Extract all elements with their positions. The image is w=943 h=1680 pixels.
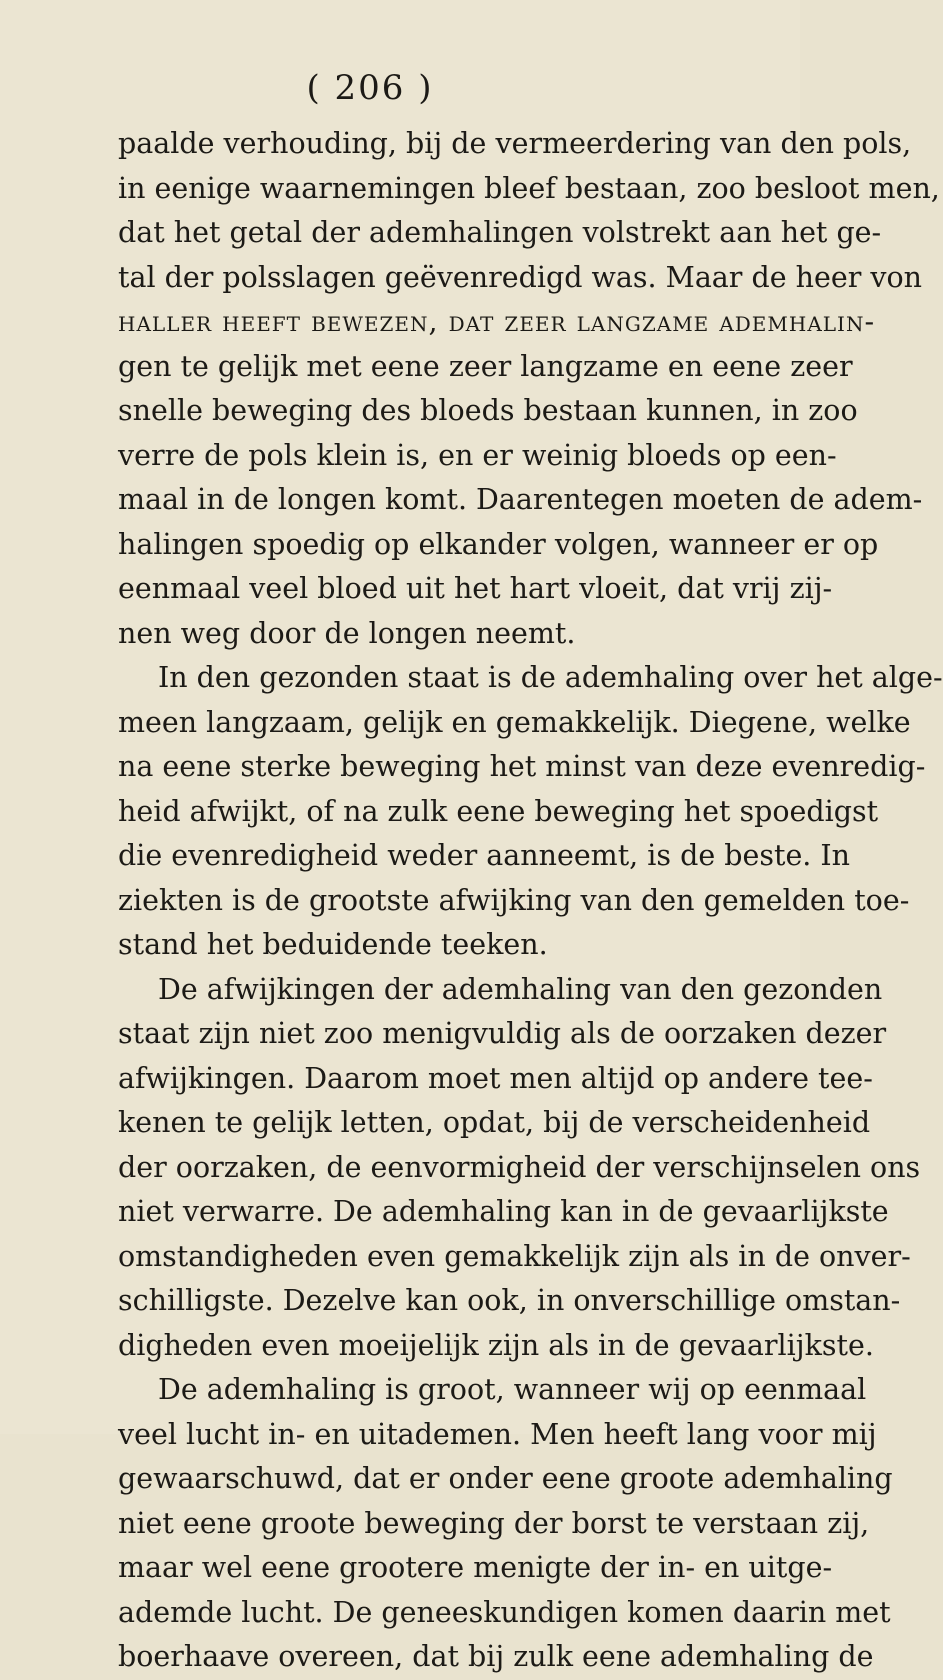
text-line: digheden even moeijelijk zijn als in de gevaarlijkste. <box>118 1328 874 1362</box>
text-line: haller heeft bewezen, dat zeer langzame ademhalin- <box>118 305 876 338</box>
text-line: meen langzaam, gelijk en gemakkelijk. Diegene, welke <box>118 705 911 739</box>
text-line: veel lucht in- en uitademen. Men heeft lang voor mij <box>118 1417 877 1451</box>
text-line: na eene sterke beweging het minst van deze evenredig- <box>118 750 926 783</box>
text-line: maar wel eene grootere menigte der in- en uitge- <box>118 1551 833 1584</box>
text-line: eenmaal veel bloed uit het hart vloeit, dat vrij zij- <box>118 572 833 605</box>
text-line: paalde verhouding, bij de vermeerdering van den pols, <box>118 127 912 160</box>
text-line: stand het beduidende teeken. <box>118 928 548 961</box>
text-line: In den gezonden staat is de ademhaling over het alge- <box>158 661 943 694</box>
text-line: heid afwijkt, of na zulk eene beweging het spoedigst <box>118 794 879 828</box>
text-line: dat het getal der ademhalingen volstrekt aan het ge- <box>118 216 882 249</box>
text-line: boerhaave overeen, dat bij zulk eene ademhaling de <box>118 1640 874 1673</box>
text-line: ademde lucht. De geneeskundigen komen daarin met <box>118 1595 891 1629</box>
text-line: staat zijn niet zoo menigvuldig als de oorzaken dezer <box>118 1017 887 1050</box>
text-line: niet verwarre. De ademhaling kan in de gevaarlijkste <box>118 1195 889 1228</box>
text-line: verre de pols klein is, en er weinig bloeds op een- <box>118 438 837 472</box>
text-line: gen te gelijk met eene zeer langzame en eene zeer <box>118 349 853 383</box>
text-line: schilligste. Dezelve kan ook, in onverschillige omstan- <box>118 1284 901 1317</box>
page-number: ( 206 ) <box>306 68 434 108</box>
text-line: De ademhaling is groot, wanneer wij op eenmaal <box>158 1373 867 1406</box>
text-line: nen weg door de longen neemt. <box>118 616 576 650</box>
text-line: maal in de longen komt. Daarentegen moeten de adem- <box>118 483 923 516</box>
text-line: ziekten is de grootste afwijking van den gemelden toe- <box>118 883 910 917</box>
text-line: niet eene groote beweging der borst te verstaan zij, <box>118 1506 870 1540</box>
text-line: in eenige waarnemingen bleef bestaan, zoo besloot men, <box>118 171 940 205</box>
text-line: gewaarschuwd, dat er onder eene groote ademhaling <box>118 1462 893 1495</box>
text-line: die evenredigheid weder aanneemt, is de beste. In <box>118 839 851 872</box>
text-line: halingen spoedig op elkander volgen, wanneer er op <box>118 527 879 561</box>
text-line: afwijkingen. Daarom moet men altijd op andere tee- <box>118 1061 873 1095</box>
body-text <box>118 122 943 1680</box>
text-line: De afwijkingen der ademhaling van den gezonden <box>158 972 883 1006</box>
text-line: tal der polsslagen geëvenredigd was. Maar de heer von <box>118 260 923 294</box>
text-line: snelle beweging des bloeds bestaan kunnen, in zoo <box>118 394 858 427</box>
text-line: omstandigheden even gemakkelijk zijn als in de onver- <box>118 1239 911 1273</box>
text-line: der oorzaken, de eenvormigheid der verschijnselen ons <box>118 1150 921 1184</box>
text-line: kenen te gelijk letten, opdat, bij de verscheidenheid <box>118 1106 871 1139</box>
